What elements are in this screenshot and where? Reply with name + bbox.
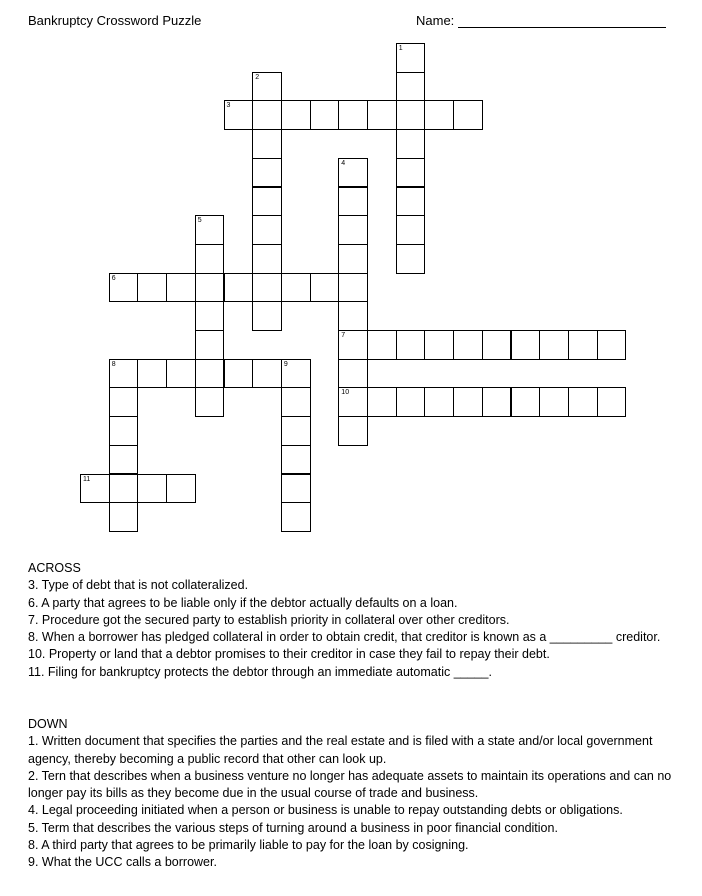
down-clues (28, 716, 678, 872)
grid-cell[interactable] (195, 387, 225, 417)
grid-cell[interactable] (109, 474, 139, 504)
across-clue: 10. Property or land that a debtor promises to their creditor in case they fail to repay their debt. (28, 647, 550, 662)
grid-cell[interactable] (568, 387, 598, 417)
grid-cell[interactable] (281, 387, 311, 417)
grid-cell[interactable] (396, 330, 426, 360)
grid-cell[interactable] (396, 187, 426, 217)
clue-number: 5 (197, 217, 202, 225)
grid-cell[interactable] (137, 474, 167, 504)
across-clues (28, 560, 678, 681)
grid-cell[interactable] (453, 387, 483, 417)
grid-cell[interactable] (137, 273, 167, 303)
grid-cell[interactable] (195, 244, 225, 274)
grid-cell[interactable] (396, 158, 426, 188)
grid-cell[interactable] (109, 359, 139, 389)
grid-cell[interactable] (281, 100, 311, 130)
grid-cell[interactable] (338, 244, 368, 274)
clue-number: 9 (283, 360, 288, 368)
grid-cell[interactable] (396, 43, 426, 73)
down-clue: 4. Legal proceeding initiated when a person or business is unable to repay outstanding debts or obligations. (28, 803, 623, 818)
grid-cell[interactable] (252, 359, 282, 389)
grid-cell[interactable] (338, 416, 368, 446)
grid-cell[interactable] (252, 158, 282, 188)
grid-cell[interactable] (109, 387, 139, 417)
grid-cell[interactable] (252, 187, 282, 217)
grid-cell[interactable] (252, 129, 282, 159)
grid-cell[interactable] (252, 72, 282, 102)
grid-cell[interactable] (109, 502, 139, 532)
grid-cell[interactable] (252, 100, 282, 130)
grid-cell[interactable] (281, 273, 311, 303)
clue-number: 7 (341, 332, 346, 339)
grid-cell[interactable] (109, 273, 139, 303)
grid-cell[interactable] (539, 330, 569, 360)
grid-cell[interactable] (137, 359, 167, 389)
grid-cell[interactable] (453, 330, 483, 360)
grid-cell[interactable] (511, 387, 541, 417)
grid-cell[interactable] (109, 416, 139, 446)
grid-cell[interactable] (252, 301, 282, 331)
grid-cell[interactable] (482, 387, 512, 417)
grid-cell[interactable] (252, 273, 282, 303)
grid-cell[interactable] (195, 301, 225, 331)
grid-cell[interactable] (195, 359, 225, 389)
grid-cell[interactable] (281, 445, 311, 475)
grid-cell[interactable] (367, 387, 397, 417)
name-label: Name: (416, 13, 455, 28)
grid-cell[interactable] (338, 100, 368, 130)
grid-cell[interactable] (396, 72, 426, 102)
grid-cell[interactable] (281, 474, 311, 504)
grid-cell[interactable] (396, 387, 426, 417)
down-clue: 8. A third party that agrees to be primarily liable to pay for the loan by cosigning. (28, 838, 469, 853)
grid-cell[interactable] (252, 244, 282, 274)
grid-cell[interactable] (281, 416, 311, 446)
clue-number: 11 (83, 475, 91, 483)
across-clue: 6. A party that agrees to be liable only if the debtor actually defaults on a loan. (28, 595, 458, 610)
grid-cell[interactable] (396, 129, 426, 159)
grid-cell[interactable] (281, 502, 311, 532)
down-clue: 9. What the UCC calls a borrower. (28, 855, 217, 870)
grid-cell[interactable] (338, 330, 368, 360)
grid-cell[interactable] (482, 330, 512, 360)
grid-cell[interactable] (338, 215, 368, 245)
grid-cell[interactable] (195, 215, 225, 245)
grid-cell[interactable] (310, 273, 340, 303)
clue-number: 4 (341, 159, 346, 167)
grid-cell[interactable] (367, 100, 397, 130)
across-clue: 3. Type of debt that is not collateralized. (28, 578, 249, 593)
grid-cell[interactable] (597, 330, 627, 360)
grid-cell[interactable] (195, 273, 225, 303)
clue-number: 8 (111, 360, 116, 368)
grid-cell[interactable] (396, 100, 426, 130)
grid-cell[interactable] (166, 359, 196, 389)
puzzle-title: Bankruptcy Crossword Puzzle (28, 13, 202, 28)
grid-cell[interactable] (338, 301, 368, 331)
clue-number: 1 (398, 45, 403, 52)
grid-cell[interactable] (281, 359, 311, 389)
grid-cell[interactable] (424, 100, 454, 130)
grid-cell[interactable] (597, 387, 627, 417)
grid-cell[interactable] (310, 100, 340, 130)
across-clue: 8. When a borrower has pledged collateral in order to obtain credit, that creditor is known as a _________ creditor. (28, 630, 661, 645)
down-heading: DOWN (28, 717, 68, 731)
across-clue: 7. Procedure got the secured party to establish priority in collateral over other creditors. (28, 612, 510, 627)
grid-cell[interactable] (109, 445, 139, 475)
grid-cell[interactable] (424, 387, 454, 417)
down-clue: 5. Term that describes the various steps of turning around a business in poor financial condition. (28, 820, 558, 835)
grid-cell[interactable] (367, 330, 397, 360)
grid-cell[interactable] (166, 273, 196, 303)
grid-cell[interactable] (396, 215, 426, 245)
grid-cell[interactable] (224, 273, 254, 303)
grid-cell[interactable] (338, 387, 368, 417)
grid-cell[interactable] (224, 359, 254, 389)
grid-cell[interactable] (396, 244, 426, 274)
across-clue: 11. Filing for bankruptcy protects the debtor through an immediate automatic _____. (28, 664, 492, 679)
grid-cell[interactable] (224, 100, 254, 130)
grid-cell[interactable] (338, 187, 368, 217)
clue-number: 10 (341, 389, 350, 397)
down-clue: 2. Tern that describes when a business venture no longer has adequate assets to maintain its operations and can no longer pay its bills as they become due in the usual course of trade and business. (28, 768, 672, 801)
clue-number: 2 (255, 73, 260, 81)
grid-cell[interactable] (252, 215, 282, 245)
grid-cell[interactable] (539, 387, 569, 417)
across-heading: ACROSS (28, 561, 81, 575)
grid-cell[interactable] (338, 158, 368, 188)
grid-cell[interactable] (511, 330, 541, 360)
grid-cell[interactable] (338, 359, 368, 389)
grid-cell[interactable] (166, 474, 196, 504)
grid-cell[interactable] (424, 330, 454, 360)
clue-number: 6 (111, 274, 116, 282)
grid-cell[interactable] (453, 100, 483, 130)
grid-cell[interactable] (568, 330, 598, 360)
clue-number: 3 (226, 102, 231, 110)
down-clue: 1. Written document that specifies the parties and the real estate and is filed with a state and/or local government agency, thereby becoming a public record that other can look up. (28, 734, 653, 766)
grid-cell[interactable] (80, 474, 110, 504)
grid-cell[interactable] (338, 273, 368, 303)
grid-cell[interactable] (195, 330, 225, 360)
